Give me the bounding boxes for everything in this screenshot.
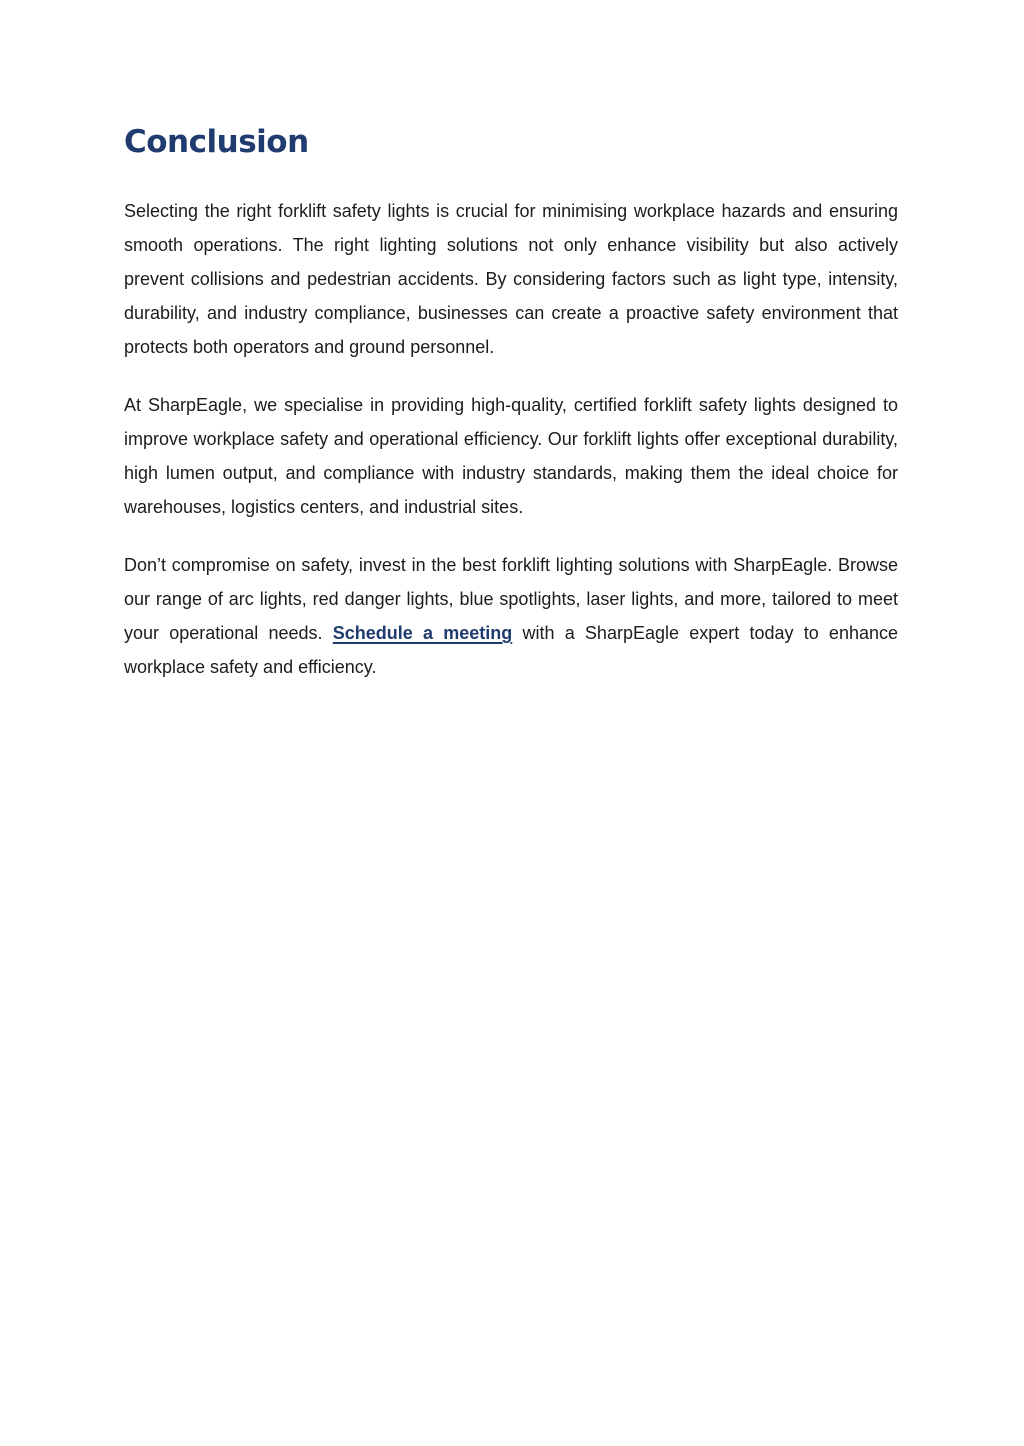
schedule-meeting-link[interactable]: Schedule a meeting <box>332 623 513 643</box>
section-heading: Conclusion <box>124 124 309 160</box>
paragraph-summary: Selecting the right forklift safety lights is crucial for minimising workplace hazards and ensuring smooth operations. The right lighting solutions not only enhance visibility but also actively prevent collisions and pedestrian accidents. By considering factors such as light type, intensity, durability, and industry compliance, businesses can create a proactive safety environment that protects both operators and ground personnel. <box>124 201 898 357</box>
conclusion-section <box>124 118 898 708</box>
paragraph-call-to-action <box>124 548 898 684</box>
cta-text-before-link: Don’t compromise on safety, invest in the best forklift lighting solutions with SharpEagle. Browse our range of arc lights, red danger lights, blue spotlights, laser lights, and more, tailored to meet your operational needs. <box>124 555 898 643</box>
paragraph-about-sharpeagle: At SharpEagle, we specialise in providing high-quality, certified forklift safety lights designed to improve workplace safety and operational efficiency. Our forklift lights offer exceptional durability, high lumen output, and compliance with industry standards, making them the ideal choice for warehouses, logistics centers, and industrial sites. <box>124 395 898 517</box>
cta-text-after-link: with a SharpEagle expert today to enhance workplace safety and efficiency. <box>124 623 898 677</box>
